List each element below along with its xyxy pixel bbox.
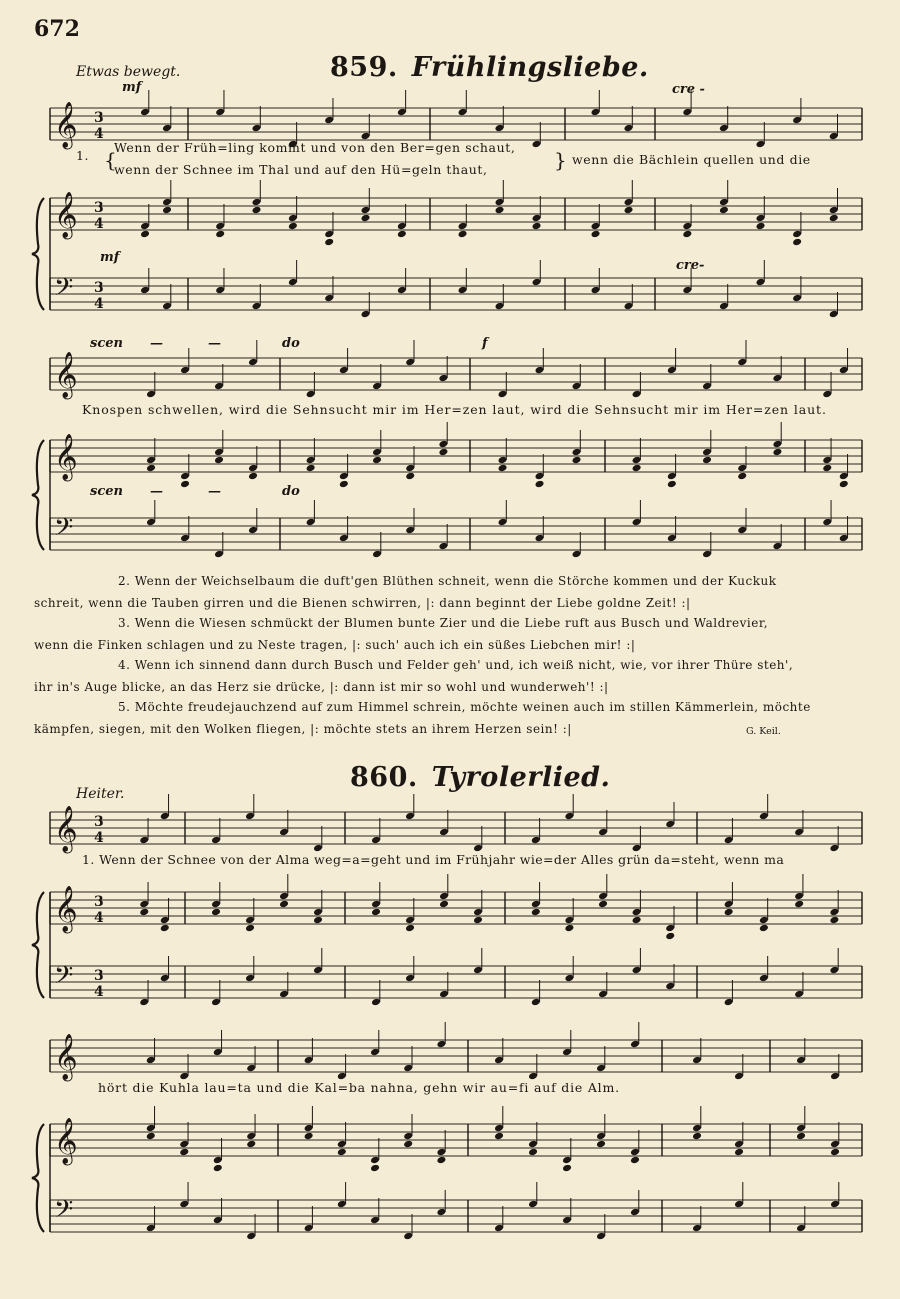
treble-clef-icon: 𝄞 [54,434,78,480]
note-head [630,1156,640,1165]
note-head [667,480,677,489]
note-head [215,230,225,239]
note-head [830,1148,840,1157]
lyric-line-2: Knospen schwellen, wird die Sehnsucht mir im Her=zen laut, wird die Sehnsucht mir im Her=zen laut. [82,402,827,417]
time-signature-top: 3 [94,968,104,984]
dynamic-f-voice: f [482,336,488,351]
time-signature-bottom: 4 [94,216,104,232]
note-head [737,472,747,481]
note-head [839,480,849,489]
note-head [632,916,642,925]
note-head [692,1132,702,1141]
lyric-brace-left: { [104,148,118,172]
note-head [756,222,766,231]
note-head [211,908,221,917]
verse-5-line-2: kämpfen, siegen, mit den Wolken fliegen, |: möchte stets an ihrem Herzen sein! :| [34,722,572,736]
note-head [288,222,298,231]
bass-clef-icon: 𝄢 [54,1195,74,1230]
treble-clef-icon: 𝄞 [54,102,78,148]
note-head [439,900,449,909]
note-head [279,900,289,909]
dash-3: — [150,484,163,499]
note-head [829,214,839,223]
note-head [403,1140,413,1149]
dynamic-crescendo-piano: cre- [676,258,705,273]
treble-clef-icon: 𝄞 [54,886,78,932]
note-head [702,456,712,465]
system-brace-icon [32,1124,44,1232]
note-head [494,1132,504,1141]
note-head [759,924,769,933]
note-head [632,464,642,473]
verse-2-line-2: schreit, wenn die Tauben girren und die Bienen schwirren, |: dann beginnt der Liebe goldne Zeit! :| [34,596,691,610]
verse-4-line-2: ihr in's Auge blicke, an das Herz sie drücke, |: dann ist mir so wohl und wunderweh'! :| [34,680,609,694]
note-head [624,206,634,215]
treble-clef-icon: 𝄞 [54,192,78,238]
note-head [146,464,156,473]
bass-clef-icon: 𝄢 [54,273,74,308]
time-signature-top: 3 [94,280,104,296]
dash-1: — [150,336,163,351]
dash-4: — [208,484,221,499]
note-head [306,464,316,473]
time-signature-bottom: 4 [94,830,104,846]
song-859-tempo: Etwas bewegt. [76,64,181,80]
system-brace-icon [32,198,44,310]
verse-2-line-1: 2. Wenn der Weichselbaum die duft'gen Blüthen schneit, wenn die Störche kommen und der Kuckuk [118,574,777,588]
note-head [339,480,349,489]
note-head [458,230,468,239]
note-head [248,472,258,481]
treble-clef-icon: 𝄞 [54,1034,78,1080]
note-head [139,908,149,917]
note-head [724,908,734,917]
note-head [252,206,262,215]
page-number: 672 [34,16,80,42]
note-head [436,1156,446,1165]
note-head [304,1132,314,1141]
lyricist-credit: G. Keil. [746,726,781,737]
note-head [535,480,545,489]
note-head [140,230,150,239]
note-head [564,924,574,933]
dynamic-scen-piano: scen [90,484,123,499]
note-head [596,1140,606,1149]
note-head [337,1148,347,1157]
verse-3-line-1: 3. Wenn die Wiesen schmückt der Blumen bunte Zier und die Liebe ruft aus Busch und Waldrevier, [118,616,769,630]
note-head [361,214,371,223]
note-head [528,1148,538,1157]
note-head [772,448,782,457]
time-signature-top: 3 [94,110,104,126]
note-head [532,222,542,231]
note-head [214,456,224,465]
note-head [591,230,601,239]
dash-2: — [208,336,221,351]
note-head [313,916,323,925]
time-signature-top: 3 [94,814,104,830]
note-head [372,456,382,465]
verse-number: 1. [76,148,90,163]
note-head [796,1132,806,1141]
song-860-lyric-line-1: 1. Wenn der Schnee von der Alma weg=a=geht und im Frühjahr wie=der Alles grün da=steht, wenn ma [82,852,785,867]
note-head [213,1164,223,1173]
note-head [405,924,415,933]
note-head [822,464,832,473]
song-860-title [350,762,610,793]
verse-3-line-2: wenn die Finken schlagen und zu Neste tragen, |: such' auch ich ein süßes Liebchen mir! :| [34,638,636,652]
dynamic-mf-piano: mf [100,250,120,265]
note-head [160,924,170,933]
time-signature-top: 3 [94,894,104,910]
note-head [371,908,381,917]
note-head [794,900,804,909]
dynamic-do-piano: do [282,484,300,499]
system-brace-icon [32,892,44,998]
song-859-title [330,52,649,83]
note-head [246,1140,256,1149]
dynamic-scen-voice: scen [90,336,123,351]
song-860-name: Tyrolerlied. [431,762,611,793]
note-head [719,206,729,215]
song-859-name: Frühlingsliebe. [411,52,649,83]
note-head [324,238,334,247]
note-head [682,230,692,239]
note-head [562,1164,572,1173]
time-signature-bottom: 4 [94,126,104,142]
note-head [792,238,802,247]
note-head [179,1148,189,1157]
time-signature-bottom: 4 [94,296,104,312]
note-head [245,924,255,933]
time-signature-bottom: 4 [94,910,104,926]
note-head [734,1148,744,1157]
song-860-lyric-line-2: hört die Kuhla lau=ta und die Kal=ba nahna, gehn wir au=fi auf die Alm. [98,1080,620,1095]
lyric-line-1c: wenn die Bächlein quellen und die [572,152,811,167]
note-head [498,464,508,473]
time-signature-bottom: 4 [94,984,104,1000]
note-head [370,1164,380,1173]
note-head [146,1132,156,1141]
verse-4-line-1: 4. Wenn ich sinnend dann durch Busch und Felder geh' und, ich weiß nicht, wie, vor ihrer Thüre steh', [118,658,794,672]
note-head [438,448,448,457]
song-860-number: 860. [350,762,418,793]
lyric-brace-right: } [554,148,568,172]
bass-clef-icon: 𝄢 [54,961,74,996]
note-head [665,932,675,941]
note-head [531,908,541,917]
dynamic-do-voice: do [282,336,300,351]
note-head [495,206,505,215]
lyric-line-1a: Wenn der Früh=ling kommt und von den Ber=gen schaut, [114,140,516,155]
note-head [162,206,172,215]
note-head [598,900,608,909]
dynamic-mf-voice: mf [122,80,142,95]
note-head [473,916,483,925]
treble-clef-icon: 𝄞 [54,806,78,852]
bass-clef-icon: 𝄢 [54,513,74,548]
lyric-line-1b: wenn der Schnee im Thal und auf den Hü=geln thaut, [114,162,488,177]
note-head [397,230,407,239]
note-head [572,456,582,465]
time-signature-top: 3 [94,200,104,216]
system-brace-icon [32,440,44,550]
song-860-tempo: Heiter. [76,786,125,802]
note-head [829,916,839,925]
note-head [405,472,415,481]
note-head [180,480,190,489]
verse-5-line-1: 5. Möchte freudejauchzend auf zum Himmel schrein, möchte weinen auch im stillen Kämmerlein, möchte [118,700,811,714]
song-859-number: 859. [330,52,398,83]
treble-clef-icon: 𝄞 [54,1118,78,1164]
treble-clef-icon: 𝄞 [54,352,78,398]
dynamic-crescendo-voice: cre - [672,82,705,97]
